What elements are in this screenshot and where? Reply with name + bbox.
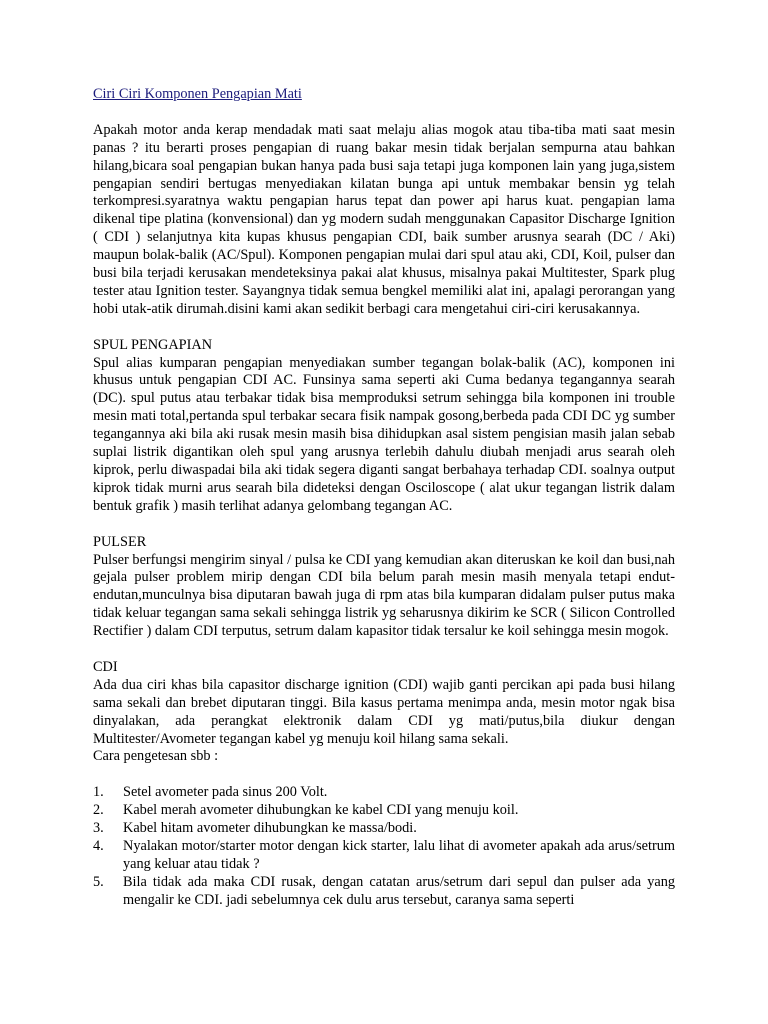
list-item-text: Kabel merah avometer dihubungkan ke kabel CDI yang menuju koil. [123,802,519,819]
list-item-number: 5. [93,873,104,890]
list-item-number: 3. [93,820,104,837]
section-spul [93,337,675,516]
list-item [93,837,675,874]
document-body [93,86,675,910]
list-item-number: 4. [93,837,104,854]
list-item [93,802,675,820]
section-cdi [93,659,675,910]
list-item-text: Nyalakan motor/starter motor dengan kick starter, lalu lihat di avometer apakah ada arus/setrum yang keluar atau tidak ? [123,837,675,872]
list-item-text: Setel avometer pada sinus 200 Volt. [123,784,328,801]
list-item [93,873,675,910]
list-item-text: Kabel hitam avometer dihubungkan ke massa/bodi. [123,820,417,837]
section-body-cdi: Ada dua ciri khas bila capasitor discharge ignition (CDI) wajib ganti percikan api pada busi hilang sama sekali dan brebet diputaran tinggi. Bila kasus pertama menimpa anda, mesin motor ngak bisa dinyalakan, ada perangkat elektronik dalam CDI yg mati/putus,bila diukur dengan Multitester/Avometer tegangan kabel yg menuju koil hilang sama sekali. [93,676,675,747]
section-pulser [93,534,675,641]
intro-paragraph: Apakah motor anda kerap mendadak mati saat melaju alias mogok atau tiba-tiba mati saat mesin panas ? itu berarti proses pengapian di ruang bakar mesin tidak berjalan sempurna atau bahkan hilang,bicara soal pengapian bukan hanya pada busi saja tetapi juga komponen lain yang juga,sistem pengapian sendiri bertugas menyediakan kilatan bunga api untuk membakar bensin yg telah terkompresi.syaratnya waktu pengapian harus tepat dan power api harus kuat. pengapian lama dikenal tipe platina (konvensional) dan yg modern sudah menggunakan Capasitor Discharge Ignition ( CDI ) selanjutnya kita kupas khusus pengapian CDI, baik sumber arusnya searah (DC / Aki) maupun bolak-balik (AC/Spul). Komponen pengapian mulai dari spul atau aki, CDI, Koil, pulser dan busi bila terjadi kerusakan mendeteksinya pakai alat khusus, misalnya pakai Multitester, Spark plug tester atau Ignition tester. Sayangnya tidak semua bengkel memiliki alat ini, apalagi perorangan yang hobi utak-atik dirumah.disini kami akan sedikit berbagi cara mengetahui ciri-ciri kerusakannya. [93,121,675,317]
test-steps-list [93,784,675,909]
section-heading-spul: SPUL PENGAPIAN [93,336,213,353]
section-heading-cdi: CDI [93,658,118,675]
title-link[interactable]: Ciri Ciri Komponen Pengapian Mati [93,86,302,102]
list-item-text: Bila tidak ada maka CDI rusak, dengan catatan arus/setrum dari sepul dan pulser ada yang mengalir ke CDI. jadi sebelumnya cek dulu arus tersebut, caranya sama seperti [123,873,675,908]
document-title [93,86,675,104]
section-heading-pulser: PULSER [93,533,147,550]
list-item [93,820,675,838]
section-body-spul: Spul alias kumparan pengapian menyediakan sumber tegangan bolak-balik (AC), komponen ini khusus untuk pengapian CDI AC. Funsinya sama seperti aki Cuma bedanya tegangannya searah (DC). spul putus atau terbakar tidak bisa memproduksi setrum sehingga bila komponen ini trouble mesin mati total,pertanda spul terbakar secara fisik nampak gosong,berbeda pada CDI DC yg sumber tegangannya aki bila aki rusak mesin masih bisa dihidupkan asal sistem pengisian masih jalan sebab suplai listrik digantikan oleh spul yang arusnya terlebih dahulu diubah menjadi arus searah oleh kiprok, perlu diwaspadai bila aki tidak segera diganti sangat berbahaya terhadap CDI. soalnya output kiprok tidak murni arus searah bila dideteksi dengan Osciloscope ( alat ukur tegangan listrik dalam bentuk grafik ) masih terlihat adanya gelombang tegangan AC. [93,354,675,514]
list-item-number: 1. [93,784,104,801]
list-item [93,784,675,802]
section-body-pulser: Pulser berfungsi mengirim sinyal / pulsa ke CDI yang kemudian akan diteruskan ke koil dan busi,nah gejala pulser problem mirip dengan CDI bila belum parah mesin masih menyala tetapi endut-endutan,munculnya bisa diputaran bawah juga di rpm atas bila kumparan didalam pulser putus maka tidak keluar tegangan sama sekali sehingga listrik yg seharusnya dikirim ke SCR ( Silicon Controlled Rectifier ) dalam CDI terputus, setrum dalam kapasitor tidak tersalur ke koil sehingga mesin mogok. [93,551,675,640]
list-item-number: 2. [93,802,104,819]
steps-intro: Cara pengetesan sbb : [93,748,219,765]
